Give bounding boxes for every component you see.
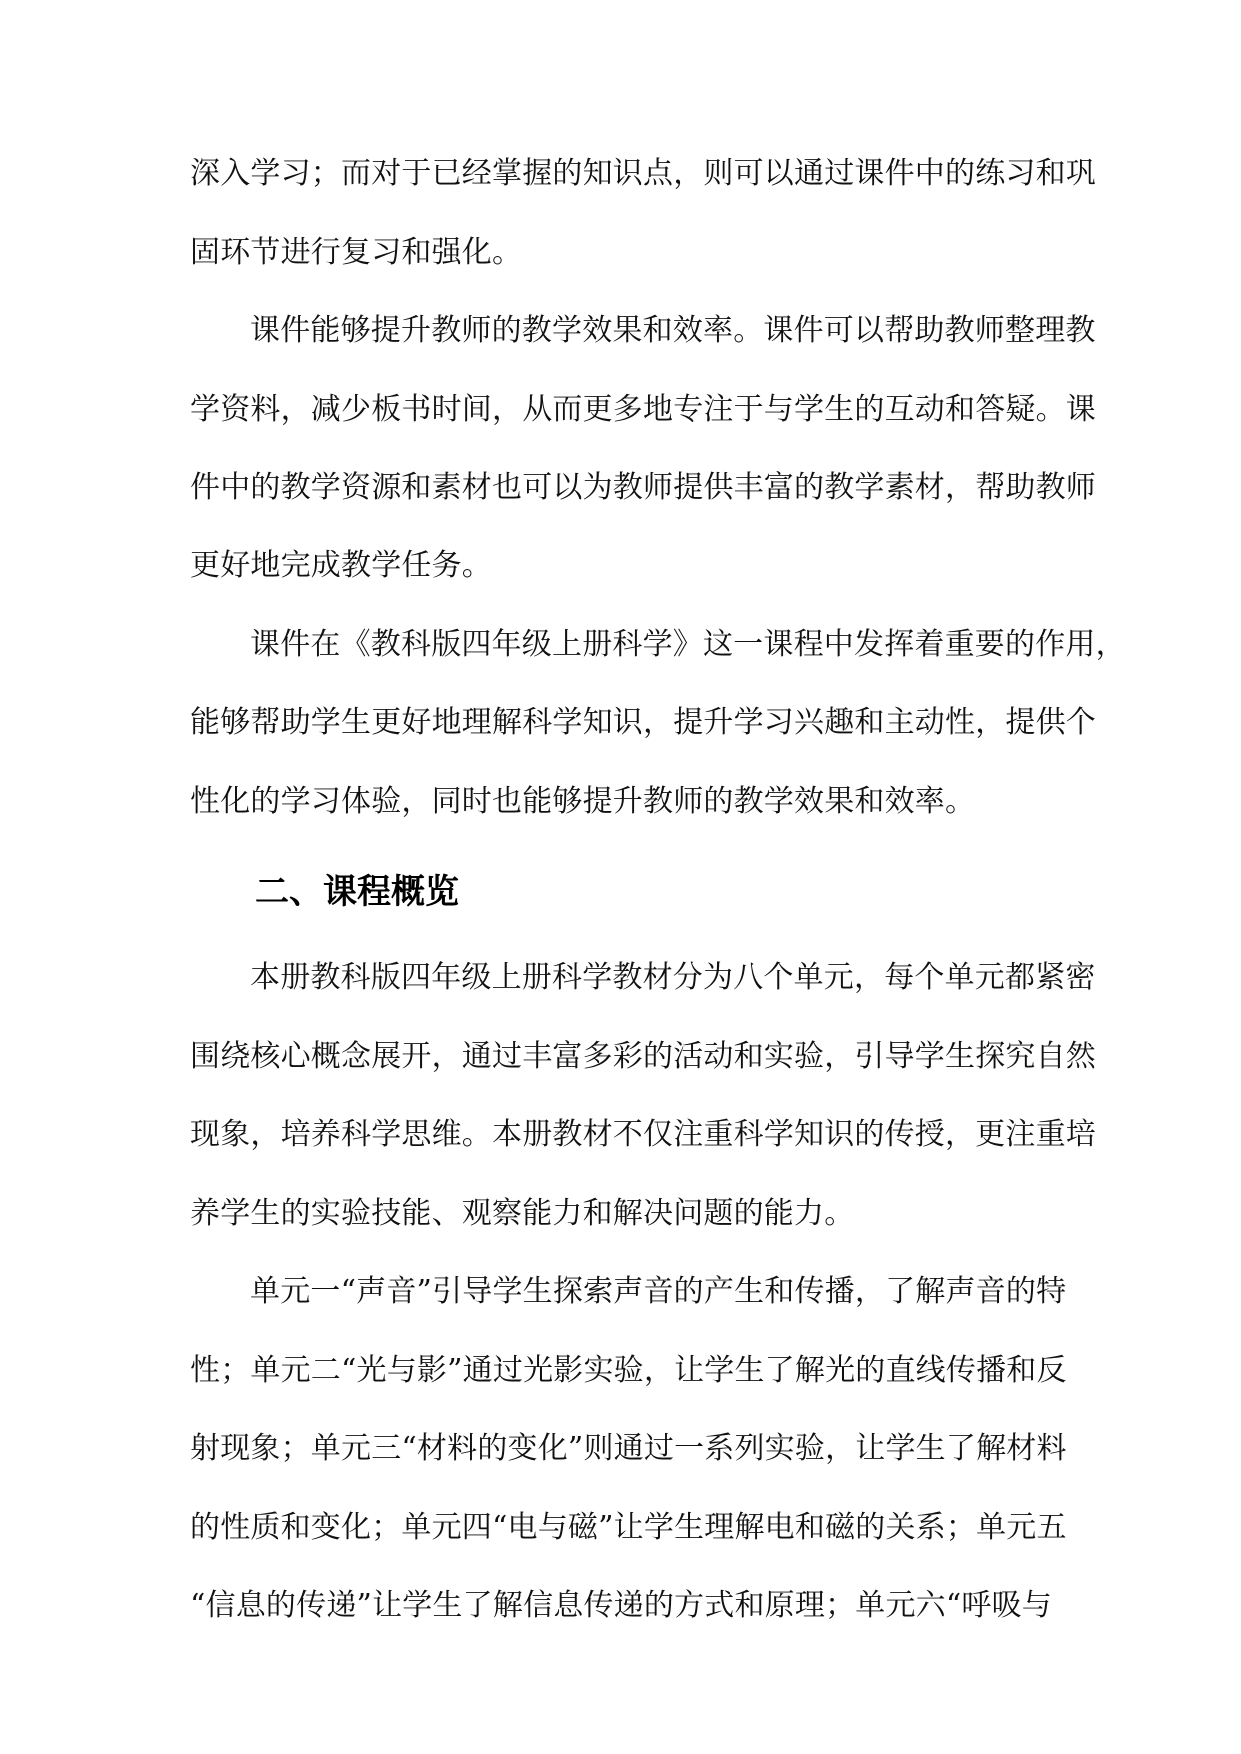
- paragraph-2-line-3: 件中的教学资源和素材也可以为教师提供丰富的教学素材，帮助教师: [190, 470, 1096, 505]
- paragraph-2-line-2: 学资料，减少板书时间，从而更多地专注于与学生的互动和答疑。课: [190, 392, 1096, 427]
- section-paragraph-2-line-5: “信息的传递”让学生了解信息传递的方式和原理；单元六“呼吸与: [190, 1588, 1053, 1623]
- section-paragraph-1-line-3: 现象，培养科学思维。本册教材不仅注重科学知识的传授，更注重培: [190, 1117, 1096, 1152]
- section-heading: 二、课程概览: [255, 872, 459, 912]
- paragraph-2-line-4: 更好地完成教学任务。: [190, 548, 492, 583]
- paragraph-2-line-1: 课件能够提升教师的教学效果和效率。课件可以帮助教师整理教: [250, 313, 1096, 348]
- section-paragraph-2-line-2: 性；单元二“光与影”通过光影实验，让学生了解光的直线传播和反: [190, 1353, 1067, 1388]
- section-paragraph-2-line-1: 单元一“声音”引导学生探索声音的产生和传播，了解声音的特: [250, 1274, 1067, 1309]
- paragraph-3-line-2: 能够帮助学生更好地理解科学知识，提升学习兴趣和主动性，提供个: [190, 705, 1096, 740]
- paragraph-3-line-1: 课件在《教科版四年级上册科学》这一课程中发挥着重要的作用，: [250, 627, 1126, 662]
- paragraph-1-line-1: 深入学习；而对于已经掌握的知识点，则可以通过课件中的练习和巩: [190, 156, 1096, 191]
- section-paragraph-1-line-2: 围绕核心概念展开，通过丰富多彩的活动和实验，引导学生探究自然: [190, 1039, 1096, 1074]
- section-paragraph-1-line-1: 本册教科版四年级上册科学教材分为八个单元，每个单元都紧密: [250, 960, 1096, 995]
- paragraph-3-line-3: 性化的学习体验，同时也能够提升教师的教学效果和效率。: [190, 784, 976, 819]
- section-paragraph-2-line-4: 的性质和变化；单元四“电与磁”让学生理解电和磁的关系；单元五: [190, 1510, 1067, 1545]
- paragraph-1-line-2: 固环节进行复习和强化。: [190, 235, 523, 270]
- section-paragraph-2-line-3: 射现象；单元三“材料的变化”则通过一系列实验，让学生了解材料: [190, 1431, 1067, 1466]
- section-paragraph-1-line-4: 养学生的实验技能、观察能力和解决问题的能力。: [190, 1196, 855, 1231]
